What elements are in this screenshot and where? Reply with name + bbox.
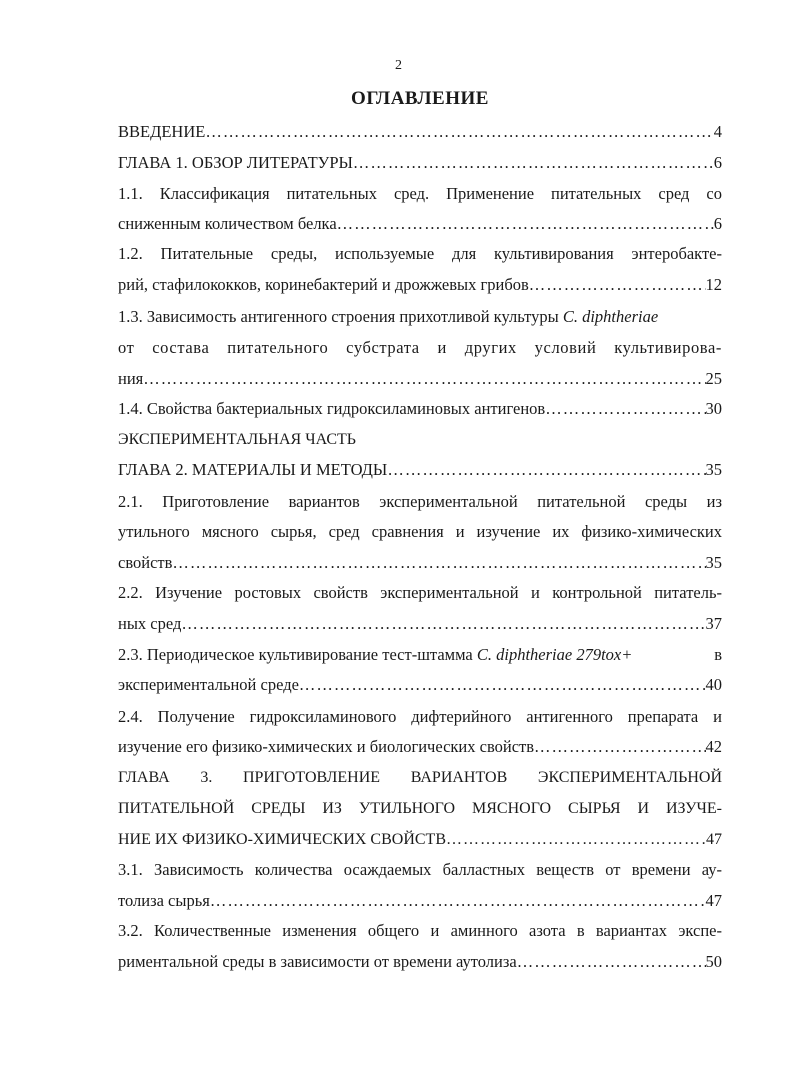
toc-entry-line: 1.2. Питательные среды, используемые для культивирования энтеробакте- — [118, 244, 722, 263]
section-heading: ЭКСПЕРИМЕНТАЛЬНАЯ ЧАСТЬ — [118, 431, 356, 448]
toc-entry-line: 2.2. Изучение ростовых свойств экспериментальной и контрольной питатель- — [118, 583, 722, 602]
toc-entry-line: 2.4. Получение гидроксиламинового дифтерийного антигенного препарата и — [118, 707, 722, 726]
toc-entry-line: 3.2. Количественные изменения общего и аминного азота в вариантах экспе- — [118, 921, 722, 940]
toc-entry: ния ………………………………………………………………………………………………………………………………………………………………………………… 25 — [118, 365, 722, 393]
toc-entry: экспериментальной среде ………………………………………………………………………………………………………………………………………………………………………………… 40 — [118, 671, 722, 699]
toc-entry-line: 1.1. Классификация питательных сред. Применение питательных сред со — [118, 184, 722, 203]
toc-entry-line: 2.1. Приготовление вариантов экспериментальной питательной среды из — [118, 492, 722, 511]
page-title: ОГЛАВЛЕНИЕ — [351, 88, 489, 109]
toc-entry: НИЕ ИХ ФИЗИКО-ХИМИЧЕСКИХ СВОЙСТВ ………………………………………………………………………………………………………………………………………………………………………………… 47 — [118, 826, 722, 854]
toc-entry: рий, стафилококков, коринебактерий и дрожжевых грибов ………………………………………………………………………………………………………………………………………………………………………………… 12 — [118, 271, 722, 299]
chapter-heading-line: ПИТАТЕЛЬНОЙ СРЕДЫ ИЗ УТИЛЬНОГО МЯСНОГО СЫРЬЯ И ИЗУЧЕ- — [118, 800, 722, 817]
toc-entry: изучение его физико-химических и биологических свойств ………………………………………………………………………………………………………………………………………………………………………………… 42 — [118, 733, 722, 761]
toc-entry: риментальной среды в зависимости от времени аутолиза ………………………………………………………………………………………………………………………………………………………………………………… 50 — [118, 948, 722, 976]
toc-entry-line: 1.3. Зависимость антигенного строения прихотливой культуры C. diphtheriae — [118, 307, 659, 326]
toc-entry: сниженным количеством белка ………………………………………………………………………………………………………………………………………………………………………………… 6 — [118, 210, 722, 238]
toc-entry: ВВЕДЕНИЕ ………………………………………………………………………………………………………………………………………………………………………………… 4 — [118, 118, 722, 146]
toc-entry: 1.4. Свойства бактериальных гидроксиламиновых антигенов ………………………………………………………………………………………………………………………………………………………………………………… 30 — [118, 395, 722, 423]
toc-entry: свойств ………………………………………………………………………………………………………………………………………………………………………………… 35 — [118, 549, 722, 577]
chapter-heading-line: ГЛАВА 3. ПРИГОТОВЛЕНИЕ ВАРИАНТОВ ЭКСПЕРИМЕНТАЛЬНОЙ — [118, 769, 722, 786]
toc-entry-line: 3.1. Зависимость количества осаждаемых балластных веществ от времени ау- — [118, 860, 722, 879]
toc-entry: ГЛАВА 1. ОБЗОР ЛИТЕРАТУРЫ ………………………………………………………………………………………………………………………………………………………………………………… 6 — [118, 149, 722, 177]
page-number: 2 — [395, 58, 402, 73]
toc-entry-line: 2.3. Периодическое культивирование тест-штамма C. diphtheriae 279tox+ в — [118, 645, 722, 664]
toc-entry: ГЛАВА 2. МАТЕРИАЛЫ И МЕТОДЫ ………………………………………………………………………………………………………………………………………………………………………………… 35 — [118, 456, 722, 484]
toc-entry: толиза сырья ………………………………………………………………………………………………………………………………………………………………………………… 47 — [118, 887, 722, 915]
toc-entry-line: утильного мясного сырья, сред сравнения и изучение их физико-химических — [118, 522, 722, 541]
toc-entry-line: от состава питательного субстрата и других условий культивирова- — [118, 338, 722, 357]
toc-entry: ных сред ………………………………………………………………………………………………………………………………………………………………………………… 37 — [118, 610, 722, 638]
